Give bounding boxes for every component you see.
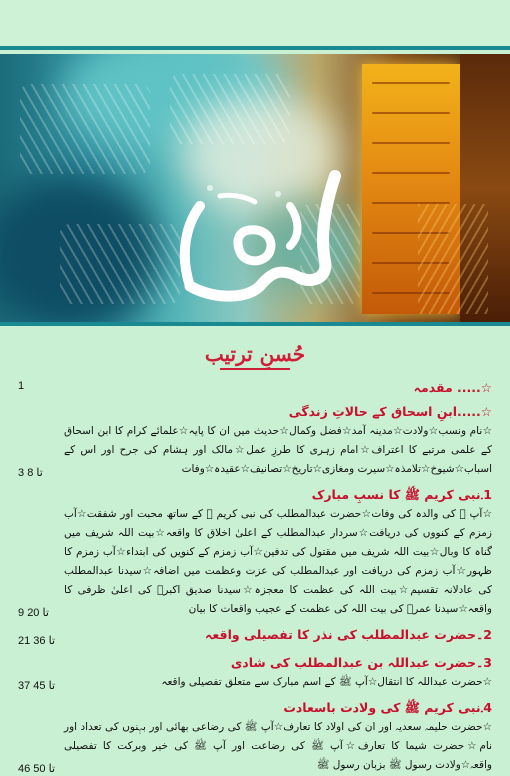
entry-body: ☆نام ونسب☆ولادت☆مدینہ آمد☆فضل وکمال☆حدیث میں ان کا پایہ☆علمائے کرام کا ابن اسحاق کے علمی مرتبے کا اعتراف☆امام زہری کا طرزِ عمل☆مالک اور ہشام کی جرح اور اس کے اسباب☆شیوخ☆تلامذہ☆سیرت ومغازی☆تاریخ☆تصانیف☆عقیدہ☆وفات [64, 425, 492, 475]
toc-entry-marriage [18, 653, 492, 692]
top-band [0, 0, 510, 46]
bottom-stripe [0, 322, 510, 326]
entry-page: 3 تا 8 [18, 467, 43, 479]
title-underline [220, 368, 290, 370]
toc-entry-birth [18, 698, 492, 775]
entry-heading: ☆..... مقدمہ [413, 380, 492, 395]
entry-body: ☆حضرت حلیمہ سعدیہ اور ان کی اولاد کا تعارف☆آپ ﷺ کی رضاعی بھائی اور بہنوں کی تعداد اور نام☆حضرت شیما کا تعارف☆آپ ﷺ کی رضاعت اور آپ ﷺ کی خیر وبرکت کا تفصیلی واقعہ☆ولادت رسول ﷺ بزبان رسول ﷺ [64, 721, 492, 771]
toc-entry-lineage [18, 485, 492, 619]
entry-page: 37 تا 45 [18, 680, 56, 692]
entry-page: 1 [18, 380, 25, 392]
toc-entry-vow [18, 625, 492, 647]
top-stripe [0, 46, 510, 50]
entry-heading: 3۔حضرت عبداللہ بن عبدالمطلب کی شادی [230, 655, 492, 670]
toc-entry-biography [18, 402, 492, 479]
gold-ornament [418, 204, 488, 314]
entry-body: ☆حضرت عبداللہ کا انتقال☆آپ ﷺ کے اسم مبارک سے متعلق تفصیلی واقعہ [161, 676, 492, 688]
entry-heading: ☆.....ابنِ اسحاق کے حالاتِ زندگی [288, 404, 492, 419]
page-title: حُسنِ ترتیب [204, 342, 306, 366]
entry-page: 9 تا 20 [18, 607, 49, 619]
entry-page: 21 تا 36 [18, 635, 56, 647]
entry-heading: 4۔نبی کریم ﷺ کی ولادت باسعادت [283, 700, 492, 715]
entry-heading: 2۔حضرت عبدالمطلب کی نذر کا تفصیلی واقعہ [205, 627, 492, 642]
entry-page: 46 تا 50 [18, 763, 56, 775]
table-of-contents [18, 374, 492, 775]
cover-banner [0, 54, 510, 322]
calligraphy-muhammad [150, 166, 350, 306]
toc-entry-intro [18, 378, 492, 400]
entry-heading: 1۔نبی کریم ﷺ کا نسبِ مبارک [311, 487, 492, 502]
entry-body: ☆آپ ﷺ کی والدہ کی وفات☆حضرت عبدالمطلب کی نبی کریم ﷺ کے ساتھ محبت اور شفقت☆آب زمزم کے کنووں کی دریافت☆سردار عبدالمطلب کے اعلیٰ اخلاق کا واقعہ☆بیت اللہ شریف میں گناہ کا وبال☆بیت اللہ شریف میں مقتول کی تدفین☆آب زمزم کے کنویں کی ابتداء☆آب زمزم کا ظہور☆آب زمزم کی دریافت اور عبدالمطلب کی عزت وعظمت میں اضافہ☆سیدنا عبدالمطلب کی عادلانہ تقسیم☆بیت اللہ کی عظمت کا معجزہ☆سیدنا صدیق اکبرؓ کی اعلیٰ ظرفی کا واقعہ☆سیدنا عمرؓ کی بیت اللہ کی عظمت کے عجیب واقعات کا بیان [64, 508, 492, 615]
